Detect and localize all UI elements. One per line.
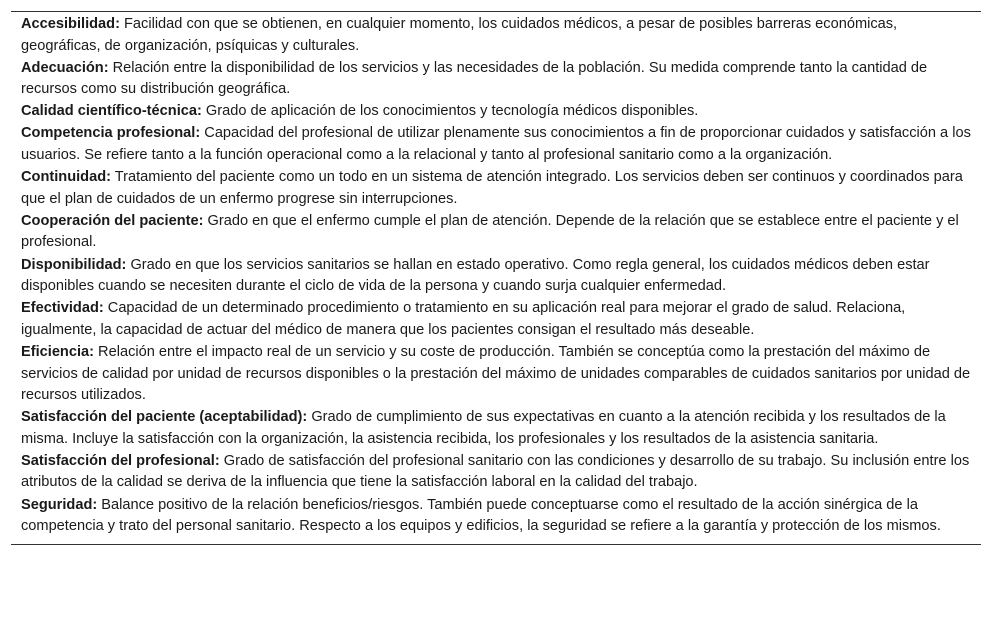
definition-text: Capacidad de un determinado procedimiento o tratamiento en su aplicación real para mejorar el grado de salud. Relaciona, igualmente, la capacidad de actuar del médico de manera que los pacientes consigan el resultado más deseable. xyxy=(21,300,906,338)
definition-continuidad xyxy=(11,167,981,210)
definition-term: Continuidad: xyxy=(21,169,111,186)
definition-term: Adecuación: xyxy=(21,59,109,76)
definition-efectividad xyxy=(11,298,981,341)
definition-text: Grado de aplicación de los conocimientos y tecnología médicos disponibles. xyxy=(201,103,699,120)
definition-text: Tratamiento del paciente como un todo en un sistema de atención integrado. Los servicios deben ser continuos y coordinados para que el plan de cuidados de un enfermo progrese sin interrupciones. xyxy=(21,169,963,207)
definition-term: Eficiencia: xyxy=(21,343,94,360)
definition-calidad-cientifico-tecnica xyxy=(11,101,981,123)
definition-text: Capacidad del profesional de utilizar plenamente sus conocimientos a fin de proporcionar cuidados y satisfacción a los usuarios. Se refiere tanto a la función operacional como a la relacional y tanto al profesional sanitario como a la organización. xyxy=(21,125,971,164)
definition-text: Balance positivo de la relación beneficios/riesgos. También puede conceptuarse como el resultado de la acción sinérgica de la competencia y trato del personal sanitario. Respecto a los equipos y edificios, la seguridad se refiere a la garantía y protección de los mismos. xyxy=(21,496,941,535)
definition-competencia-profesional xyxy=(11,123,981,166)
definition-accesibilidad xyxy=(11,14,981,57)
definition-term: Disponibilidad: xyxy=(21,256,127,273)
definition-term: Calidad científico-técnica: xyxy=(21,103,202,120)
definition-satisfaccion-del-profesional xyxy=(11,451,981,494)
definition-term: Accesibilidad: xyxy=(21,16,120,32)
definition-term: Cooperación del paciente: xyxy=(21,212,204,229)
definition-text: Grado de cumplimiento de sus expectativas en cuanto a la atención recibida y los resultados de la misma. Incluye la satisfacción con la organización, la asistencia recibida, los profesionales y los resultados de la asistencia sanitaria. xyxy=(21,409,946,447)
definition-adecuacion xyxy=(11,58,981,101)
definition-eficiencia xyxy=(11,342,981,407)
definition-satisfaccion-del-paciente xyxy=(11,407,981,450)
definition-text: Grado de satisfacción del profesional sanitario con las condiciones y desarrollo de su trabajo. Su inclusión entre los atributos de la calidad se deriva de la influencia que tiene la satisfacción laboral en la calidad del trabajo. xyxy=(21,452,970,491)
definition-cooperacion-del-paciente xyxy=(11,211,981,254)
definition-disponibilidad xyxy=(11,255,981,298)
definitions-table xyxy=(11,11,981,545)
definition-text: Relación entre la disponibilidad de los servicios y las necesidades de la población. Su medida comprende tanto la cantidad de recursos como su distribución geográfica. xyxy=(21,59,928,98)
definition-text: Grado en que los servicios sanitarios se hallan en estado operativo. Como regla general, los cuidados médicos deben estar disponibles cuando se necesiten durante el ciclo de vida de la persona y cuando surja cualquier enfermedad. xyxy=(21,256,930,295)
definition-text: Grado en que el enfermo cumple el plan de atención. Depende de la relación que se establece entre el paciente y el profesional. xyxy=(21,212,959,251)
definition-term: Efectividad: xyxy=(21,300,104,317)
definition-term: Satisfacción del paciente (aceptabilidad): xyxy=(21,409,308,426)
definition-term: Satisfacción del profesional: xyxy=(21,452,220,469)
definition-term: Competencia profesional: xyxy=(21,125,201,142)
definition-text: Relación entre el impacto real de un servicio y su coste de producción. También se conceptúa como la prestación del máximo de servicios de calidad por unidad de recursos disponibles o la prestación del máximo de unidades comparables de cuidados sanitarios por unidad de recursos utilizados. xyxy=(21,343,971,404)
definition-term: Seguridad: xyxy=(21,496,98,513)
definition-text: Facilidad con que se obtienen, en cualquier momento, los cuidados médicos, a pesar de posibles barreras económicas, geográficas, de organización, psíquicas y culturales. xyxy=(21,16,898,54)
definition-seguridad xyxy=(11,495,981,538)
